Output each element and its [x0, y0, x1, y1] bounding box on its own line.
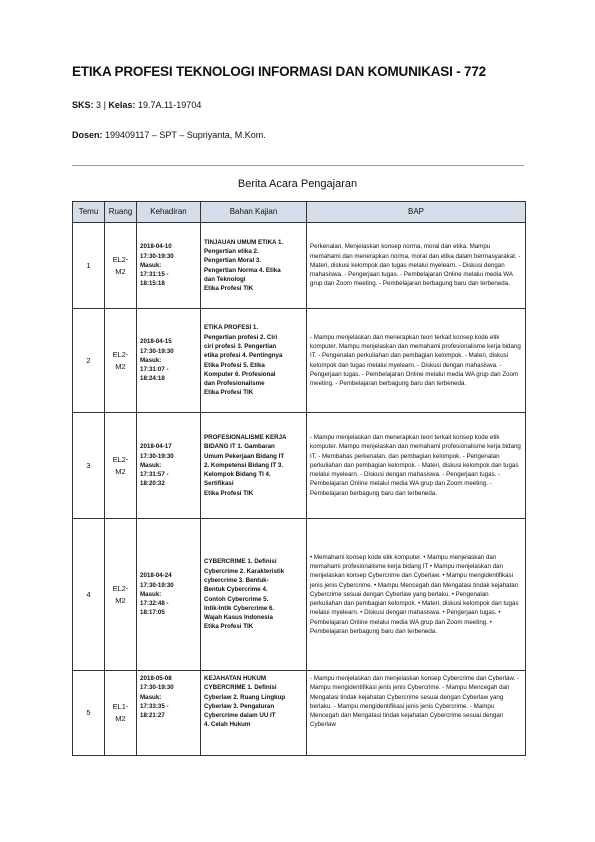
bahan-kajian-line: Umum Pekerjaan Bidang IT: [204, 452, 285, 460]
document-title: ETIKA PROFESI TEKNOLOGI INFORMASI DAN KOMUNIKASI - 772: [72, 64, 486, 79]
bahan-kajian-line: dan Teknologi: [204, 275, 246, 283]
divider: [72, 165, 524, 166]
kehadiran-line: 17:30-19:30: [140, 581, 174, 589]
sks-value: 3: [96, 100, 102, 110]
cell-ruang: EL2-M2: [105, 223, 137, 309]
bahan-kajian-line: etika profesi 4. Pentingnya: [204, 352, 283, 360]
bahan-kajian-line: Kelompok Bidang TI 4.: [204, 471, 271, 479]
bahan-kajian-line: Pengertian Norma 4. Etika: [204, 266, 281, 274]
bahan-kajian-line: BIDANG IT 1. Gambaran: [204, 443, 275, 451]
cell-bahan-kajian: [201, 413, 307, 519]
kehadiran-line: Masuk:: [140, 693, 162, 701]
header-bap: BAP: [307, 202, 526, 223]
bahan-kajian-line: cybercrime 3. Bentuk-: [204, 576, 269, 584]
kehadiran-line: 18:17:05: [140, 609, 165, 617]
table-row: [73, 413, 526, 519]
cell-kehadiran: [137, 519, 201, 671]
kelas-label: Kelas:: [108, 100, 136, 110]
kehadiran-line: 18:24:18: [140, 375, 165, 383]
cell-bahan-kajian: [201, 223, 307, 309]
header-ruang: Ruang: [105, 202, 137, 223]
bahan-kajian-line: 4. Celah Hukum: [204, 721, 251, 729]
kehadiran-line: 2018-04-17: [140, 443, 172, 451]
bahan-kajian-line: Contoh Cybercrime 5.: [204, 595, 269, 603]
bahan-kajian-line: Intik-Intik Cybercrime 6.: [204, 604, 275, 612]
table-row: [73, 519, 526, 671]
cell-bahan-kajian: [201, 671, 307, 756]
kehadiran-line: 17:30-19:30: [140, 684, 174, 692]
table-row: [73, 309, 526, 413]
cell-temu: 2: [73, 309, 105, 413]
bahan-kajian-line: Bentuk Cybercrime 4.: [204, 586, 268, 594]
bahan-kajian-line: 2. Kompetensi Bidang IT 3.: [204, 461, 284, 469]
bahan-kajian-line: ETIKA PROFESI 1.: [204, 324, 259, 332]
bahan-kajian-line: Cybercrime 2. Karakteristik: [204, 567, 285, 575]
kehadiran-line: 2018-04-10: [140, 243, 172, 251]
cell-bahan-kajian: [201, 519, 307, 671]
header-kehadiran: Kehadiran: [137, 202, 201, 223]
bap-table: [72, 201, 526, 756]
dosen-value: 199409117 – SPT – Supriyanta, M.Kom.: [105, 130, 266, 140]
cell-temu: 5: [73, 671, 105, 756]
table-header-row: [73, 202, 526, 223]
kehadiran-line: 17:31:57 -: [140, 471, 169, 479]
cell-temu: 1: [73, 223, 105, 309]
cell-kehadiran: [137, 223, 201, 309]
bahan-kajian-line: Cybercrime dalam UU IT: [204, 712, 276, 720]
bahan-kajian-line: Etika Profesi TIK: [204, 489, 254, 497]
kehadiran-line: 17:30-19:30: [140, 452, 174, 460]
kehadiran-line: 2018-04-24: [140, 572, 172, 580]
kehadiran-line: 18:21:27: [140, 712, 165, 720]
kehadiran-line: 17:33:35 -: [140, 702, 169, 710]
bahan-kajian-line: Cyberlaw 2. Ruang Lingkup: [204, 693, 286, 701]
bahan-kajian-line: Etika Profesi TIK: [204, 389, 254, 397]
kehadiran-line: 18:15:18: [140, 280, 165, 288]
bahan-kajian-line: dan Profesionalisme: [204, 380, 265, 388]
bahan-kajian-line: TINJAUAN UMUM ETIKA 1.: [204, 238, 284, 246]
bahan-kajian-line: Etika Profesi TIK: [204, 623, 254, 631]
bahan-kajian-line: PROFESIONALISME KERJA: [204, 433, 287, 441]
course-meta: SKS: 3 | Kelas: 19.7A.11-19704: [72, 100, 202, 110]
bahan-kajian-line: ciri profesi 3. Pengertian: [204, 342, 277, 350]
header-bahan-kajian: Bahan Kajian: [201, 202, 307, 223]
kehadiran-line: Masuk:: [140, 261, 162, 269]
cell-bap: - Mampu menjelaskan dan menerapkan teori terkait konsep kode etik komputer. Mampu menjelaskan dan memahami profesionalisme kerja bidang IT. - Pengenalan perkuliahan dan pembagian kelompok. - Materi, diskusi kelompok dan tugas melalui myelearn. - Diskusi dengan mahasiswa. - Pengerjaan tugas. - Pembelajaran Online melalui media WA grup dan Zoom meeting. - Pembelajaran berbagung baru dan terbeneda.: [307, 309, 526, 413]
dosen-label: Dosen:: [72, 130, 103, 140]
cell-ruang: EL1-M2: [105, 671, 137, 756]
cell-temu: 3: [73, 413, 105, 519]
cell-bap: - Mampu menjelaskan dan menerapkan teori terkait konsep kode etik komputer. Mampu menjelaskan dan memahami profesionalisme kerja bidang IT. - Membahas perkenalan, dan pembagian kelompok. - Pengenalan perkuliahan dan pembagian kelompok. - Materi, diskusi kelompok dan tugas melalui myelearn. - Diskusi dengan mahasiswa. - Pengerjaan tugas. - Pembelajaran Online melalui media WA grup dan Zoom meeting. - Pembelajaran berbagung baru dan terbeneda.: [307, 413, 526, 519]
cell-bap: Perkenalan, Menjelaskan konsep norma, moral dan etika. Mampu memahami dan menerapkan norma, moral dan etika dalam bermasyarakat. - Materi, diskusi kelompok dan tugas melalui myelearn. - Diskusi dengan mahasiswa. - Pengerjaan tugas. - Pembelajaran Online melalui media WA grup dan Zoom meeting. - Pembelajaran berbagung baru dan terbeneda.: [307, 223, 526, 309]
cell-kehadiran: [137, 671, 201, 756]
kehadiran-line: Masuk:: [140, 356, 162, 364]
lecturer-meta: [72, 130, 266, 140]
bahan-kajian-line: Pengertian Moral 3.: [204, 257, 262, 265]
kehadiran-line: Masuk:: [140, 590, 162, 598]
kehadiran-line: 2018-04-15: [140, 338, 172, 346]
bahan-kajian-line: Etika Profesi 5. Etika: [204, 361, 265, 369]
cell-temu: 4: [73, 519, 105, 671]
bahan-kajian-line: Cyberlaw 3. Pengaturan: [204, 702, 275, 710]
kehadiran-line: Masuk:: [140, 461, 162, 469]
cell-ruang: EL2-M2: [105, 519, 137, 671]
sks-label: SKS:: [72, 100, 94, 110]
table-row: [73, 223, 526, 309]
bahan-kajian-line: Komputer 6. Profesional: [204, 370, 276, 378]
bahan-kajian-line: KEJAHATAN HUKUM: [204, 675, 266, 682]
cell-ruang: EL2-M2: [105, 413, 137, 519]
cell-bap: - Mampu menjelaskan dan menjelaskan konsep Cybercrime dan Cyberlaw. - Mampu mengidentifikasi jenis jenis Cybercrime. - Mampu Mencegah dan Mengatasi tindak kejahatan Cybercrime sesuai dengan Cyberlaw yang berlaku. - Mampu mengidentifikasi jenis jenis Cybercrime. - Mampu Mencegah dan Mengatasi tindak kejahatan Cybercrime sesuai dengan Cyberlaw: [307, 671, 526, 756]
bahan-kajian-line: Pengertian profesi 2. Ciri: [204, 333, 278, 341]
bahan-kajian-line: CYBERCRIME 1. Definisi: [204, 558, 277, 566]
bahan-kajian-line: Wajah Kasus Indonesia: [204, 614, 273, 622]
kehadiran-line: 17:30-19:30: [140, 347, 174, 355]
kehadiran-line: 17:31:15 -: [140, 271, 169, 279]
header-temu: Temu: [73, 202, 105, 223]
bahan-kajian-line: Sertifikasi: [204, 480, 234, 488]
table-row: [73, 671, 526, 756]
kehadiran-line: 17:30-19:30: [140, 252, 174, 260]
bahan-kajian-line: CYBERCRIME 1. Definisi: [204, 684, 277, 692]
kehadiran-line: 17:32:48 -: [140, 600, 169, 608]
kelas-value: 19.7A.11-19704: [137, 100, 202, 110]
section-title: Berita Acara Pengajaran: [237, 178, 358, 190]
cell-kehadiran: [137, 309, 201, 413]
kehadiran-line: 2018-05-08: [140, 675, 172, 682]
cell-ruang: EL2-M2: [105, 309, 137, 413]
kehadiran-line: 18:20:32: [140, 480, 165, 488]
cell-bahan-kajian: [201, 309, 307, 413]
cell-kehadiran: [137, 413, 201, 519]
bahan-kajian-line: Etika Profesi TIK: [204, 285, 254, 293]
cell-bap: • Memahami konsep kode etik komputer. • Mampu menjelaskan dan memahami profesionalisme kerja bidang IT • Mampu menjelaskan dan menjelaskan konsep Cybercrime dan Cyberlaw. • Mampu mengidentifikasi jenis jenis Cybercrime. • Mampu Mencegah dan Mengatasi tindak kejahatan Cybercrime sesuai dengan Cyberlaw yang berlaku. • Pengenalan perkuliahan dan pembagian kelompok. • Materi, diskusi kelompok dan tugas melalui myelearn. • Diskusi dengan mahasiswa. • Pengerjaan tugas. • Pembelajaran Online melalui media WA grup dan Zoom meeting. • Pembelajaran berbagung baru dan terbeneda.: [307, 519, 526, 671]
kehadiran-line: 17:31:07 -: [140, 366, 169, 374]
bahan-kajian-line: Pengertian etika 2.: [204, 247, 259, 255]
